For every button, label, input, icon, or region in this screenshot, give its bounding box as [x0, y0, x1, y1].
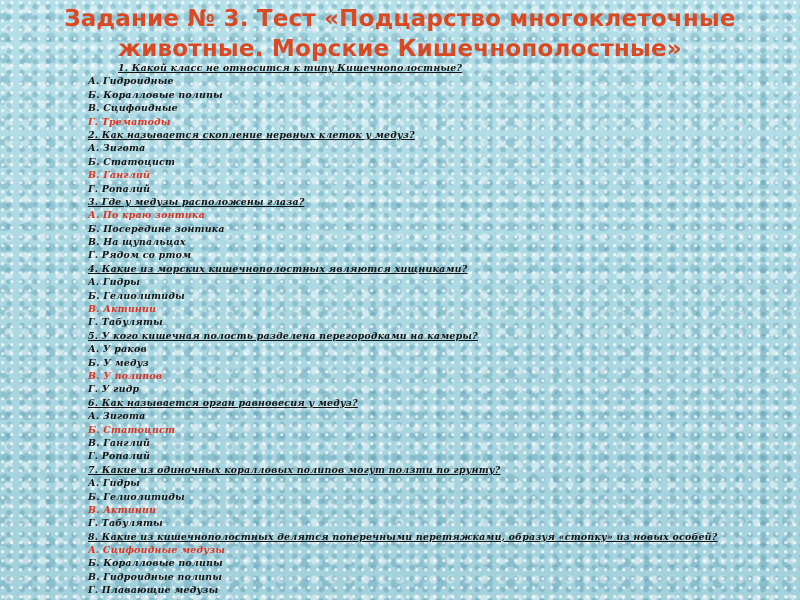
answer-option-correct: А. По краю зонтика	[88, 210, 205, 222]
answer-option-correct: В. Актинии	[88, 304, 157, 316]
question-7: 7. Какие из одиночных коралловых полипов могут ползти по грунту?	[88, 464, 501, 476]
answer-option: Б. Коралловые полипы	[88, 558, 223, 570]
answer-option: В. Сцифоидные	[88, 103, 178, 115]
answer-option: Б. Гелиолитиды	[88, 290, 185, 302]
answer-option: Б. Гелиолитиды	[88, 491, 185, 503]
answer-option: А. Гидроидные	[88, 76, 174, 88]
title-line-1: Задание № 3. Тест «Подцарство многоклеточные	[64, 6, 736, 32]
title-line-2: животные. Морские Кишечнополостные»	[118, 36, 682, 62]
answer-option: В. Ганглий	[88, 437, 151, 449]
answer-option: Г. Ропалий	[88, 183, 151, 195]
answer-option-correct: Б. Статоцист	[88, 424, 176, 436]
answer-option-correct: В. Актинии	[88, 504, 157, 516]
answer-option-correct: В. Ганглий	[88, 170, 151, 182]
answer-option: А. Зигота	[88, 143, 146, 155]
answer-option: Г. Табуляты	[88, 518, 163, 530]
answer-option: А. Гидры	[88, 478, 141, 490]
answer-option: Г. Табуляты	[88, 317, 163, 329]
quiz-list	[88, 62, 788, 598]
answer-option: А. Зигота	[88, 411, 146, 423]
answer-option: Г. Плавающие медузы	[88, 585, 219, 597]
answer-option-correct: А. Сцифоидные медузы	[88, 545, 226, 557]
answer-option: Г. Рядом со ртом	[88, 250, 192, 262]
question-3: 3. Где у медузы расположены глаза?	[88, 196, 305, 208]
question-4: 4. Какие из морских кишечнополостных являются хищниками?	[88, 263, 468, 275]
answer-option: Г. Ропалий	[88, 451, 151, 463]
answer-option: А. У раков	[88, 344, 147, 356]
answer-option-correct: В. У полипов	[88, 370, 163, 382]
answer-option-correct: Г. Трематоды	[88, 116, 171, 128]
question-8: 8. Какие из кишечнополостных делятся поперечными перетяжками, образуя «стопку» из новых особей?	[88, 531, 718, 543]
answer-option: В. Гидроидные полипы	[88, 571, 223, 583]
slide-title	[0, 4, 800, 64]
answer-option: Б. Статоцист	[88, 156, 176, 168]
answer-option: Б. У медуз	[88, 357, 149, 369]
answer-option: А. Гидры	[88, 277, 141, 289]
answer-option: Б. Посередине зонтика	[88, 223, 225, 235]
question-6: 6. Как называется орган равновесия у медуз?	[88, 397, 358, 409]
answer-option: Б. Коралловые полипы	[88, 89, 223, 101]
answer-option: В. На щупальцах	[88, 237, 186, 249]
question-1: 1. Какой класс не относится к типу Кишечнополостные?	[118, 63, 463, 74]
question-5: 5. У кого кишечная полость разделена перегородками на камеры?	[88, 330, 478, 342]
answer-option: Г. У гидр	[88, 384, 140, 396]
question-2: 2. Как называется скопление нервных клеток у медуз?	[88, 129, 415, 141]
